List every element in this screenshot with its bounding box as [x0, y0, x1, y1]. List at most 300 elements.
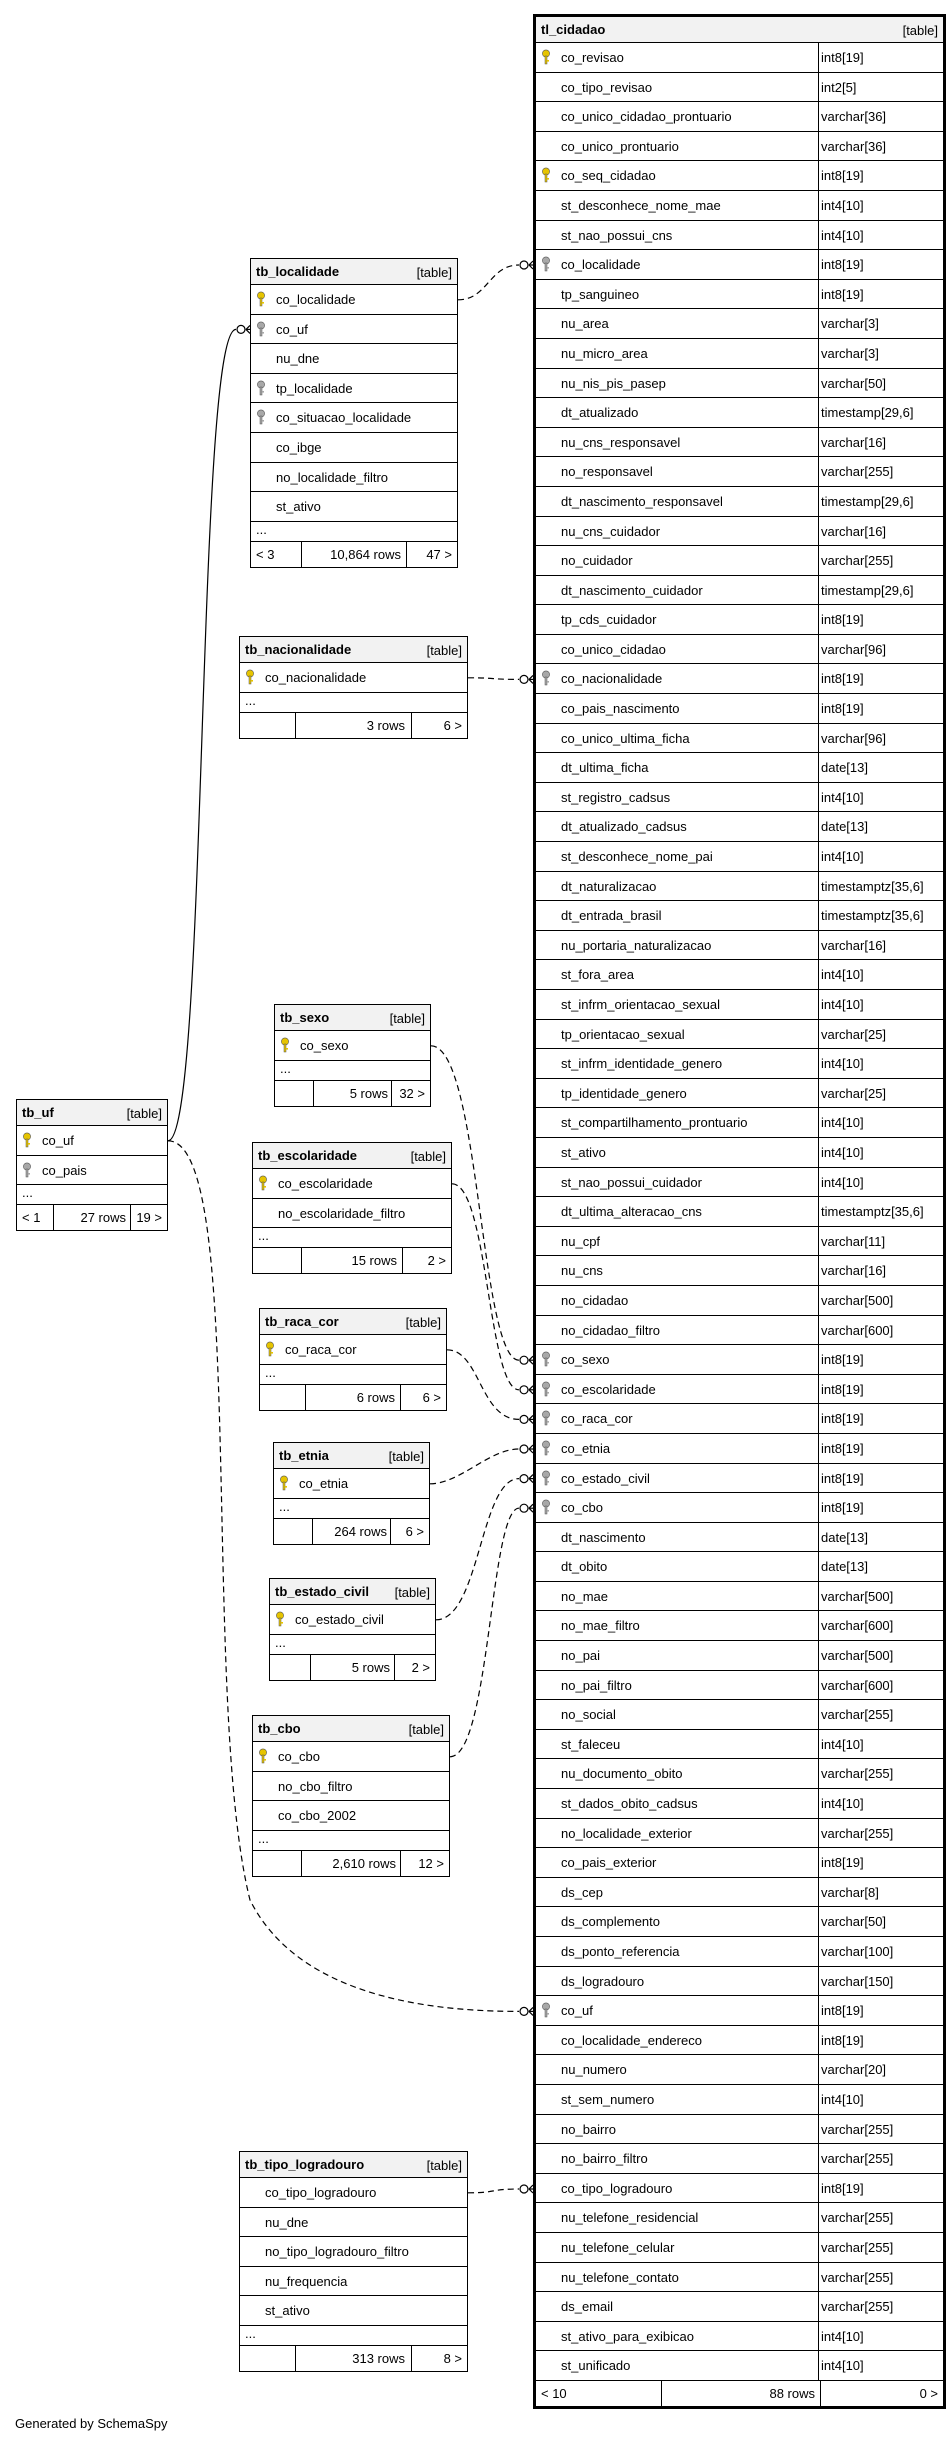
table-footer	[274, 1519, 429, 1544]
column-divider	[818, 1582, 819, 1611]
column-divider	[818, 1434, 819, 1463]
column-divider	[818, 931, 819, 960]
column-row[interactable]	[536, 2351, 943, 2381]
column-divider	[818, 842, 819, 871]
column-name: tp_identidade_genero	[561, 1085, 687, 1101]
column-type: date[13]	[821, 760, 868, 776]
column-row[interactable]	[536, 1138, 943, 1168]
column-type: varchar[600]	[821, 1322, 894, 1338]
table-tb_etnia[interactable]	[273, 1442, 430, 1545]
relationship-localidade-co_localidade	[458, 265, 519, 300]
column-divider	[818, 1108, 819, 1137]
table-footer	[17, 1205, 167, 1230]
column-row[interactable]	[274, 1469, 429, 1499]
column-row[interactable]	[536, 2233, 943, 2263]
column-name: nu_micro_area	[561, 345, 648, 361]
column-name: nu_portaria_naturalizacao	[561, 937, 712, 953]
column-type: int8[19]	[821, 50, 864, 65]
column-name: nu_frequencia	[265, 2273, 348, 2289]
column-type: varchar[255]	[821, 1825, 894, 1841]
column-row[interactable]	[536, 546, 943, 576]
column-type: date[13]	[821, 1559, 868, 1575]
footer-divider	[400, 1851, 401, 1876]
column-type: varchar[25]	[821, 1085, 887, 1101]
column-row[interactable]	[536, 2292, 943, 2322]
column-row[interactable]	[251, 492, 457, 522]
column-row[interactable]	[251, 374, 457, 404]
column-row[interactable]	[536, 2174, 943, 2204]
column-name: co_ibge	[276, 439, 322, 455]
ellipsis-row: ...	[270, 1635, 435, 1655]
footer-next-count[interactable]: 32 >	[399, 1085, 425, 1101]
column-divider	[818, 2085, 819, 2114]
column-name: st_nao_possui_cuidador	[561, 1174, 702, 1190]
column-divider	[818, 1404, 819, 1433]
column-name: dt_ultima_ficha	[561, 760, 649, 776]
column-row[interactable]	[536, 1907, 943, 1937]
column-row[interactable]	[536, 2263, 943, 2293]
foreign-key-icon	[541, 670, 551, 686]
footer-next-count[interactable]: 2 >	[411, 1659, 430, 1675]
column-type: varchar[255]	[821, 1707, 894, 1723]
column-type: int4[10]	[821, 1056, 864, 1072]
column-name: ds_ponto_referencia	[561, 1944, 680, 1959]
table-type-label: [table]	[388, 1449, 424, 1464]
column-type: varchar[255]	[821, 553, 894, 569]
column-name: co_estado_civil	[295, 1612, 384, 1627]
footer-next-count[interactable]: 2 >	[427, 1253, 446, 1269]
column-row[interactable]	[536, 1256, 943, 1286]
column-divider	[818, 191, 819, 220]
column-divider	[818, 1345, 819, 1374]
column-row[interactable]	[536, 1434, 943, 1464]
generated-by-label: Generated by SchemaSpy	[15, 2416, 168, 2431]
column-divider	[818, 2351, 819, 2380]
column-divider	[818, 1256, 819, 1285]
column-row[interactable]	[536, 2085, 943, 2115]
column-divider	[818, 812, 819, 841]
column-row[interactable]	[536, 2144, 943, 2174]
column-name: dt_obito	[561, 1559, 608, 1575]
column-row[interactable]	[536, 1730, 943, 1760]
column-type: varchar[3]	[821, 345, 879, 361]
table-tb_estado_civil[interactable]	[269, 1578, 436, 1681]
column-row[interactable]	[536, 1404, 943, 1434]
footer-divider	[391, 1081, 392, 1106]
column-type: timestamp[29,6]	[821, 582, 914, 598]
table-tb_escolaridade[interactable]	[252, 1142, 452, 1274]
column-row[interactable]	[240, 2296, 467, 2326]
column-row[interactable]	[536, 1108, 943, 1138]
footer-prev-count[interactable]: < 1	[22, 1210, 41, 1226]
column-name: no_bairro_filtro	[561, 2151, 648, 2167]
column-row[interactable]	[536, 1227, 943, 1257]
column-row[interactable]	[253, 1742, 449, 1772]
column-divider	[818, 1611, 819, 1640]
footer-divider	[295, 2346, 296, 2371]
column-divider	[818, 1316, 819, 1345]
column-row[interactable]	[251, 403, 457, 433]
footer-divider	[310, 1655, 311, 1680]
table-type-label: [table]	[394, 1585, 430, 1600]
column-row[interactable]	[536, 694, 943, 724]
column-row[interactable]	[253, 1772, 449, 1802]
footer-next-count[interactable]: 12 >	[418, 1855, 444, 1871]
column-type: int8[19]	[821, 1381, 864, 1397]
column-type: int8[19]	[821, 1855, 864, 1871]
column-name: co_sexo	[300, 1038, 349, 1053]
footer-row-count: 10,864 rows	[330, 546, 401, 562]
ellipsis-row: ...	[253, 1831, 449, 1851]
footer-divider	[312, 1519, 313, 1544]
column-row[interactable]	[536, 960, 943, 990]
column-row[interactable]	[251, 285, 457, 315]
column-name: st_dados_obito_cadsus	[561, 1796, 698, 1812]
column-row[interactable]	[536, 102, 943, 132]
column-name: co_raca_cor	[285, 1342, 357, 1357]
column-type: varchar[150]	[821, 1973, 894, 1989]
table-name: tb_raca_cor	[265, 1314, 339, 1329]
column-row[interactable]	[536, 1671, 943, 1701]
column-row[interactable]	[536, 812, 943, 842]
column-type: varchar[50]	[821, 1914, 887, 1930]
relationship-etnia-co_etnia	[430, 1449, 519, 1484]
footer-divider	[394, 1655, 395, 1680]
column-row[interactable]	[536, 339, 943, 369]
column-row[interactable]	[536, 724, 943, 754]
column-name: co_unico_cidadao	[561, 641, 666, 657]
column-divider	[818, 2174, 819, 2203]
table-type-label: [table]	[405, 1315, 441, 1330]
column-name: no_bairro	[561, 2121, 616, 2137]
column-row[interactable]	[536, 931, 943, 961]
footer-next-count[interactable]: 19 >	[136, 1210, 162, 1226]
column-row[interactable]	[536, 487, 943, 517]
column-type: int4[10]	[821, 997, 864, 1012]
column-type: varchar[500]	[821, 1292, 894, 1308]
column-row[interactable]	[536, 2026, 943, 2056]
column-row[interactable]	[536, 1049, 943, 1079]
column-row[interactable]	[240, 663, 467, 693]
primary-key-icon	[256, 291, 266, 307]
column-type: int8[19]	[821, 286, 864, 302]
column-row[interactable]	[536, 43, 943, 73]
table-footer	[251, 542, 457, 567]
column-row[interactable]	[536, 901, 943, 931]
foreign-key-icon	[541, 2002, 551, 2018]
column-type: int8[19]	[821, 612, 864, 628]
column-name: st_faleceu	[561, 1736, 621, 1752]
column-row[interactable]	[240, 2267, 467, 2297]
column-type: varchar[16]	[821, 1263, 887, 1279]
column-row[interactable]	[536, 753, 943, 783]
foreign-key-icon	[256, 380, 266, 396]
column-row[interactable]	[536, 1819, 943, 1849]
column-name: no_pai_filtro	[561, 1677, 632, 1693]
column-name: co_localidade	[276, 292, 356, 307]
column-row[interactable]	[536, 309, 943, 339]
column-divider	[818, 694, 819, 723]
column-divider	[818, 1730, 819, 1759]
column-name: co_pais_exterior	[561, 1855, 657, 1871]
column-row[interactable]	[536, 280, 943, 310]
column-divider	[818, 487, 819, 516]
column-row[interactable]	[251, 315, 457, 345]
column-row[interactable]	[536, 1316, 943, 1346]
column-row[interactable]	[536, 1937, 943, 1967]
table-type-label: [table]	[389, 1011, 425, 1026]
column-divider	[818, 605, 819, 634]
column-row[interactable]	[536, 1345, 943, 1375]
column-name: st_fora_area	[561, 967, 634, 983]
column-name: nu_dne	[265, 2214, 309, 2230]
column-row[interactable]	[536, 1168, 943, 1198]
relationship-estadocivil-co_estado_civil	[436, 1479, 519, 1620]
column-row[interactable]	[536, 783, 943, 813]
footer-next-count[interactable]: 6 >	[422, 1389, 441, 1405]
column-divider	[818, 960, 819, 989]
column-row[interactable]	[240, 2237, 467, 2267]
column-name: nu_cns_cuidador	[561, 523, 661, 539]
table-tb_tipo_logradouro[interactable]	[239, 2151, 468, 2372]
footer-divider	[295, 713, 296, 738]
column-name: tp_orientacao_sexual	[561, 1026, 685, 1042]
column-divider	[818, 1286, 819, 1315]
column-type: int4[10]	[821, 789, 864, 805]
column-row[interactable]	[536, 2115, 943, 2145]
column-row[interactable]	[536, 1286, 943, 1316]
column-name: dt_nascimento_cuidador	[561, 582, 703, 598]
column-row[interactable]	[253, 1199, 451, 1229]
cardinality-marker	[520, 1504, 533, 1512]
table-name: tb_tipo_logradouro	[245, 2157, 365, 2172]
column-divider	[818, 1967, 819, 1996]
column-name: st_desconhece_nome_mae	[561, 197, 721, 213]
column-type: varchar[36]	[821, 138, 887, 154]
column-row[interactable]	[536, 1493, 943, 1523]
footer-row-count: 88 rows	[769, 2385, 815, 2401]
column-name: ds_complemento	[561, 1914, 660, 1930]
column-row[interactable]	[240, 2208, 467, 2238]
column-row[interactable]	[536, 2055, 943, 2085]
column-row[interactable]	[536, 73, 943, 103]
column-type: varchar[500]	[821, 1588, 894, 1604]
column-type: int8[19]	[821, 671, 864, 687]
column-row[interactable]	[536, 1523, 943, 1553]
column-row[interactable]	[251, 344, 457, 374]
column-name: ds_logradouro	[561, 1973, 645, 1989]
column-name: tp_cds_cuidador	[561, 612, 657, 628]
column-row[interactable]	[536, 990, 943, 1020]
column-type: varchar[3]	[821, 316, 879, 332]
ellipsis-row: ...	[17, 1185, 167, 1205]
column-row[interactable]	[536, 605, 943, 635]
column-type: varchar[600]	[821, 1677, 894, 1693]
column-name: st_ativo	[265, 2303, 310, 2319]
table-name: tb_estado_civil	[275, 1584, 369, 1599]
column-row[interactable]	[536, 428, 943, 458]
column-name: dt_atualizado	[561, 405, 639, 421]
column-row[interactable]	[17, 1126, 167, 1156]
column-row[interactable]	[275, 1031, 430, 1061]
table-tb_nacionalidade[interactable]	[239, 636, 468, 739]
footer-divider	[305, 1385, 306, 1410]
column-divider	[818, 339, 819, 368]
table-footer	[253, 1851, 449, 1876]
column-name: st_sem_numero	[561, 2091, 655, 2107]
column-row[interactable]	[536, 191, 943, 221]
column-type: varchar[255]	[821, 464, 894, 480]
column-type: int8[19]	[821, 257, 864, 273]
footer-divider	[402, 1248, 403, 1273]
column-name: co_uf	[561, 2003, 593, 2019]
column-row[interactable]	[536, 1878, 943, 1908]
table-tb_cbo[interactable]	[252, 1715, 450, 1877]
column-row[interactable]	[536, 517, 943, 547]
relationship-cbo-co_cbo	[450, 1508, 519, 1757]
column-divider	[818, 635, 819, 664]
column-row[interactable]	[536, 1789, 943, 1819]
column-row[interactable]	[251, 463, 457, 493]
column-name: co_localidade_endereco	[561, 2032, 702, 2048]
foreign-key-icon	[541, 1440, 551, 1456]
column-divider	[818, 1523, 819, 1552]
column-row[interactable]	[270, 1605, 435, 1635]
column-row[interactable]	[240, 2178, 467, 2208]
column-row[interactable]	[536, 132, 943, 162]
relationship-escolaridade-co_escolaridade	[452, 1184, 519, 1390]
column-type: varchar[50]	[821, 375, 887, 391]
column-divider	[818, 2292, 819, 2321]
column-row[interactable]	[536, 1700, 943, 1730]
footer-row-count: 5 rows	[349, 1085, 388, 1101]
column-row[interactable]	[536, 457, 943, 487]
column-type: int4[10]	[821, 2091, 864, 2107]
column-name: tp_sanguineo	[561, 286, 640, 302]
footer-row-count: 15 rows	[351, 1253, 397, 1269]
column-row[interactable]	[536, 2203, 943, 2233]
footer-row-count: 3 rows	[366, 717, 405, 733]
footer-divider	[406, 542, 407, 567]
footer-next-count[interactable]: 8 >	[443, 2350, 462, 2366]
footer-prev-count[interactable]: < 3	[256, 546, 275, 562]
column-row[interactable]	[251, 433, 457, 463]
column-row[interactable]	[536, 250, 943, 280]
column-row[interactable]	[536, 576, 943, 606]
column-row[interactable]	[536, 842, 943, 872]
column-row[interactable]	[536, 1197, 943, 1227]
column-divider	[818, 102, 819, 131]
column-row[interactable]	[536, 1611, 943, 1641]
column-type: timestamp[29,6]	[821, 493, 914, 509]
column-type: varchar[96]	[821, 641, 887, 657]
primary-key-icon	[265, 1341, 275, 1357]
footer-next-count[interactable]: 6 >	[405, 1523, 424, 1539]
column-row[interactable]	[536, 1464, 943, 1494]
column-divider	[818, 369, 819, 398]
column-row[interactable]	[260, 1335, 446, 1365]
footer-divider	[400, 1385, 401, 1410]
table-footer	[275, 1081, 430, 1106]
column-row[interactable]	[536, 1641, 943, 1671]
column-name: nu_nis_pis_pasep	[561, 375, 666, 391]
column-name: no_localidade_filtro	[276, 469, 389, 485]
column-row[interactable]	[253, 1169, 451, 1199]
column-row[interactable]	[536, 398, 943, 428]
footer-prev-count[interactable]: < 10	[541, 2385, 567, 2401]
column-name: co_cbo_2002	[278, 1808, 357, 1824]
column-type: int4[10]	[821, 197, 864, 213]
column-row[interactable]	[536, 369, 943, 399]
column-name: co_escolaridade	[561, 1381, 656, 1397]
column-row[interactable]	[536, 221, 943, 251]
column-row[interactable]	[536, 1079, 943, 1109]
column-row[interactable]	[536, 1759, 943, 1789]
table-tl_cidadao[interactable]	[533, 14, 946, 2409]
column-divider	[818, 1671, 819, 1700]
column-type: int4[10]	[821, 1736, 864, 1752]
column-type: varchar[36]	[821, 109, 887, 125]
column-name: st_infrm_identidade_genero	[561, 1056, 723, 1072]
column-name: co_seq_cidadao	[561, 168, 656, 184]
column-type: int4[10]	[821, 1796, 864, 1812]
column-type: int8[19]	[821, 2003, 864, 2019]
column-row[interactable]	[536, 635, 943, 665]
column-row[interactable]	[17, 1156, 167, 1186]
column-divider	[818, 2026, 819, 2055]
column-name: st_compartilhamento_prontuario	[561, 1115, 748, 1131]
footer-next-count[interactable]: 47 >	[426, 546, 452, 562]
column-row[interactable]	[536, 2322, 943, 2352]
column-name: co_tipo_revisao	[561, 79, 653, 95]
column-row[interactable]	[536, 1582, 943, 1612]
column-row[interactable]	[536, 1552, 943, 1582]
table-header	[260, 1309, 446, 1335]
column-divider	[818, 1020, 819, 1049]
table-tb_raca_cor[interactable]	[259, 1308, 447, 1411]
column-divider	[818, 1138, 819, 1167]
column-row[interactable]	[536, 1848, 943, 1878]
column-type: varchar[600]	[821, 1618, 894, 1634]
column-name: no_mae_filtro	[561, 1618, 640, 1634]
primary-key-icon	[22, 1132, 32, 1148]
column-name: co_escolaridade	[278, 1176, 373, 1191]
column-row[interactable]	[253, 1801, 449, 1831]
column-row[interactable]	[536, 1020, 943, 1050]
column-row[interactable]	[536, 872, 943, 902]
column-type: int8[19]	[821, 2180, 864, 2196]
table-name: tb_localidade	[256, 264, 340, 279]
column-divider	[818, 872, 819, 901]
table-tb_uf[interactable]	[16, 1099, 168, 1231]
table-tb_localidade[interactable]	[250, 258, 458, 568]
column-row[interactable]	[536, 664, 943, 694]
column-divider	[818, 664, 819, 693]
column-divider	[818, 724, 819, 753]
footer-next-count[interactable]: 0 >	[919, 2385, 938, 2401]
foreign-key-icon	[22, 1162, 32, 1178]
footer-next-count[interactable]: 6 >	[443, 717, 462, 733]
table-tb_sexo[interactable]	[274, 1004, 431, 1107]
column-row[interactable]	[536, 161, 943, 191]
column-divider	[818, 1227, 819, 1256]
column-type: int4[10]	[821, 1174, 864, 1190]
column-row[interactable]	[536, 1375, 943, 1405]
column-type: varchar[25]	[821, 1026, 887, 1042]
column-divider	[818, 1848, 819, 1877]
column-row[interactable]	[536, 1996, 943, 2026]
column-row[interactable]	[536, 1967, 943, 1997]
